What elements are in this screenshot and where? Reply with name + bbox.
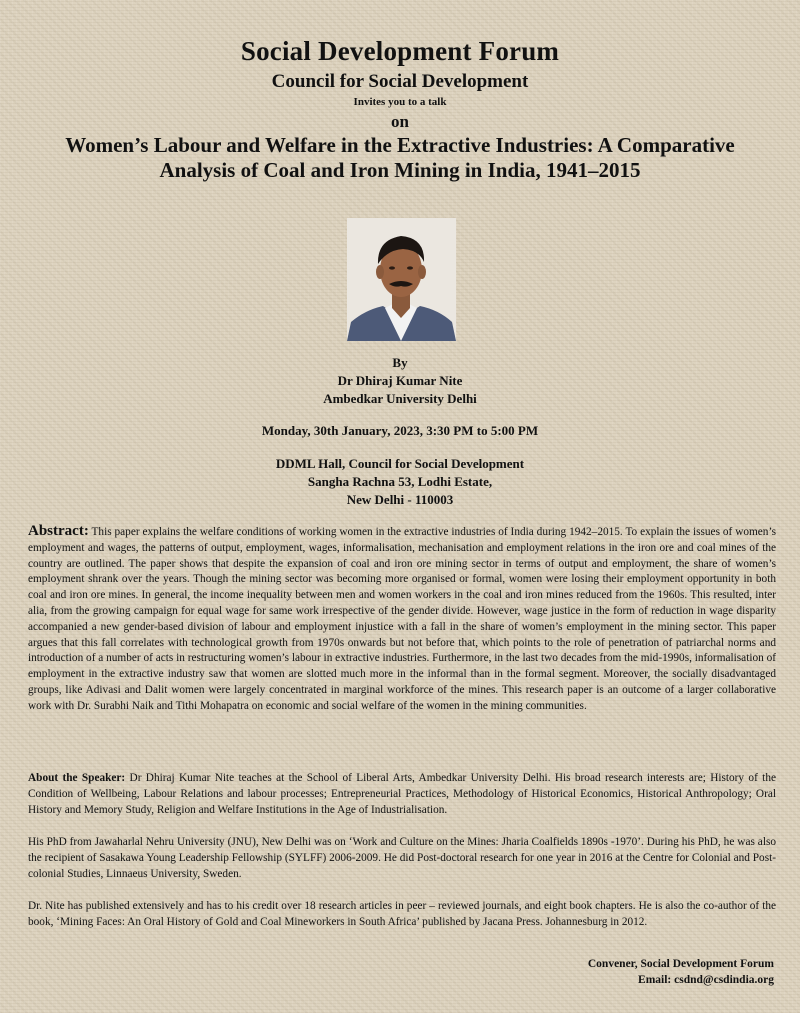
talk-title [40,133,760,183]
phd-paragraph: His PhD from Jawaharlal Nehru University (JNU), New Delhi was on ‘Work and Culture on the Mines: Jharia Coalfields 1890s -1970’. During his PhD, he was also the recipient of Sasakawa Young Leadership Fellowship (SYLFF) 2006-2009. He did Post-doctoral research for one year in 2016 at the Centre for Colonial and Post-colonial Studies, Linnaeus University, Sweden. [28,836,776,880]
talk-title-line-2: Analysis of Coal and Iron Mining in India, 1941–2015 [159,158,641,182]
about-speaker-paragraph [28,771,776,818]
speaker-photo [347,218,456,341]
abstract-label: Abstract: [28,523,89,539]
speaker-affiliation: Ambedkar University Delhi [323,391,477,406]
council-name: Council for Social Development [271,71,529,92]
forum-title: Social Development Forum [240,36,560,66]
abstract-paragraph [28,524,776,715]
event-datetime: Monday, 30th January, 2023, 3:30 PM to 5:00 PM [261,423,539,438]
speaker-name: Dr Dhiraj Kumar Nite [337,373,463,388]
about-text: Dr Dhiraj Kumar Nite teaches at the School of Liberal Arts, Ambedkar University Delhi. His broad research interests are; History of the Condition of Wellbeing, Labour Relations and labour processes; Entrepreneurial Practices, Methodology of Historical Economics, Historical Anthropology; Oral History and Memory Study, Religion and Welfare Institutions in the Age of Industrialisation. [28,772,776,816]
venue-line-2: Sangha Rachna 53, Lodhi Estate, [307,474,493,489]
email-line: Email: csdnd@csdindia.org [638,974,774,986]
venue-line-1: DDML Hall, Council for Social Development [275,456,525,471]
abstract-text: This paper explains the welfare conditions of working women in the extractive industries of India during 1942–2015. To explain the issues of women’s employment and wages, the patterns of output, employment, wages, informalisation, mechanisation and employment relations in the iron ore and coal mines of the country are outlined. The paper shows that despite the expansion of coal and iron ore mining sector in terms of output and employment, the share of women’s employment shrank over the years. Though the mining sector was becoming more organised or formal, women were losing their employment opportunity in both coal and iron ore mines. In general, the income inequality between men and women workers in the coal and iron mines reduced from the 1960s. This resulted, inter alia, from the growing campaign for equal wage for same work irrespective of the gender divide. However, wage justice in the form of reduction in wage disparity accompanied a new gender-based division of labour and employment injustice with a fall in the share of women’s employment in the mining sector. This paper argues that this fall correlates with technological growth from 1970s onwards but not before that, which points to the role of penetration of patriarchal norms and introduction of a number of acts in restructuring women’s labour in extractive industries. Furthermore, in the last two decades from the mid-1990s, informalisation of employment in the extractive industry saw that women are slotted much more in the informal than in the formal segment. Moreover, the socially disadvantaged groups, like Adivasi and Dalit women were largely concentrated in marginal workforce of the mines. This research paper is an outcome of a larger collaborative work with Dr. Surabhi Naik and Tithi Mohapatra on economic and social welfare of the women in the mining communities. [28,526,776,712]
talk-title-line-1: Women’s Labour and Welfare in the Extractive Industries: A Comparative [65,133,735,157]
publications-paragraph: Dr. Nite has published extensively and has to his credit over 18 research articles in peer – reviewed journals, and eight book chapters. He is also the co-author of the book, ‘Mining Faces: An Oral History of Gold and Coal Mineworkers in South Africa’ published by Jacana Press. Johannesburg in 2012. [28,900,776,928]
invites-line: Invites you to a talk [353,96,447,108]
speaker-block [0,354,800,408]
on-line: on [391,112,409,131]
venue-line-3: New Delhi - 110003 [346,492,454,507]
convener-line: Convener, Social Development Forum [587,958,774,970]
about-label: About the Speaker: [28,772,126,784]
event-venue [0,455,800,509]
convener-block [588,956,774,988]
by-label: By [392,355,408,370]
speaker-portrait-icon [347,218,456,341]
